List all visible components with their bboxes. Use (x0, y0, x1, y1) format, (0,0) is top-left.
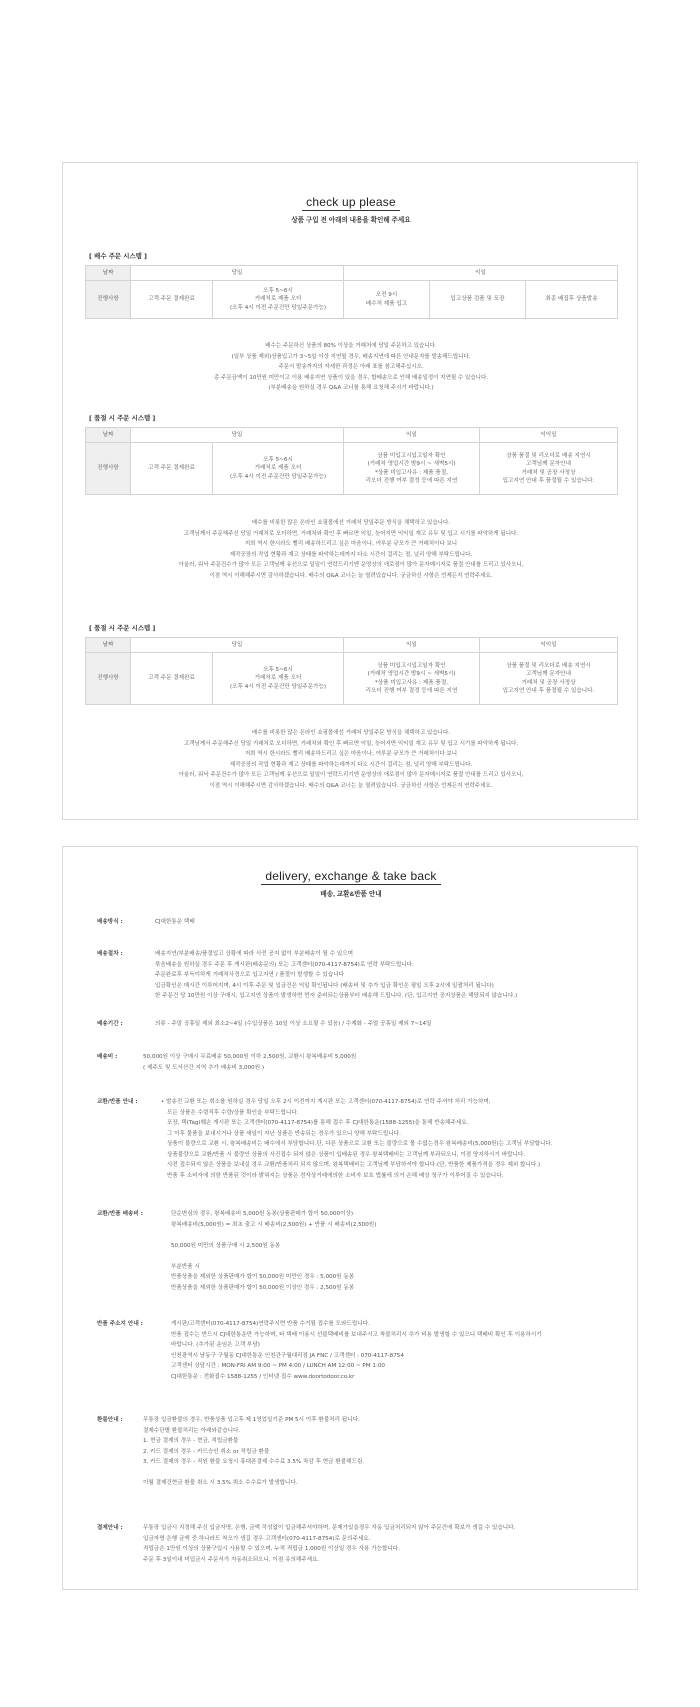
cell-line: 입고지연 안내 후 품절될 수 있습니다. (502, 477, 595, 484)
cell-line: 최종 배집후 상품발송 (545, 296, 598, 303)
note-line: 배수를 비롯한 많은 온라인 쇼핑몰에선 거래처 당일주문 방식을 채택하고 있습니다. (251, 520, 451, 526)
item-line: 3. 카드 결제의 경우 - 직원 환불 요청시 휴대폰결제 수수료 3.5% 차감 후 현금 환불해드림. (143, 1459, 365, 1465)
table-header-cell: 당일 (131, 638, 344, 653)
order-system-table (85, 265, 618, 319)
note-line: 저희 역시 한시라도 빨리 배송하드리고 싶은 마음이나, 여루분 규모가 큰 거래처이다 보니 (244, 751, 458, 757)
table-cell-label: 진행사항 (86, 653, 131, 705)
item-line: 이월 결제건현금 환불 취소 시 3.5% 취소 수수료가 발생합니다. (143, 1480, 298, 1486)
table-cell (131, 443, 213, 495)
cell-line: 입고지연 안내 후 품절될 수 있습니다. (502, 687, 595, 694)
item-line: 1. 현금 결제의 경우 - 현금, 적립금환불 (143, 1438, 239, 1444)
table-cell (131, 653, 213, 705)
item-line: 한 주문건 당 10만원 이상 구매시, 입고지연 상품이 발생하면 먼저 준비되는상품부터 배송해 드립니다. (단, 입고지연 공지상품은 해당되지 않습니다.) (155, 993, 518, 999)
cell-line: 오전 9시 (375, 292, 398, 299)
note-line: 제작공장의 작업 현황과 재고 상태를 파악하는데까지 다소 시간이 걸리는 점, 널리 양해 부탁드립니다. (229, 761, 473, 768)
table-header-cell: 당일 (131, 266, 344, 281)
cell-line: 오후 5~6시 (263, 288, 293, 295)
item-key: 교환/반품 배송비 : (97, 1211, 144, 1217)
refund-guide (97, 1415, 617, 1489)
cell-line: 오후 5~6시 (263, 667, 293, 674)
note-line: 저희 역시 한시라도 빨리 배송하드리고 싶은 마음이나, 여루분 규모가 큰 거래처이다 보니 (244, 541, 458, 547)
return-address-guide (97, 1319, 617, 1382)
cell-line: 고객 주문 결제완료 (148, 296, 195, 303)
cell-line: 리오더 진행 여부 결정 등에 따른 지연 (365, 477, 458, 484)
cell-line: 거래처로 제품 오더 (254, 465, 302, 472)
table-header-cell: 익일 (344, 266, 618, 281)
check-up-panel (62, 162, 638, 820)
cell-line: 고객 주문 결제완료 (148, 465, 195, 472)
item-line: 인천광역시 남동구 구월동 CJ대한통운 인천관구월대리점 JA FNC / 고객센터 : 070-4117-8754 (171, 1352, 404, 1359)
cell-line: 상품 품절 및 리오더로 배송 지연시 (506, 663, 591, 670)
delivery-header (63, 867, 639, 898)
delivery-subtitle: 배송, 교환&반품 안내 (320, 891, 382, 898)
check-up-subtitle: 상품 구입 전 아래의 내용을 확인해 주세요 (291, 217, 411, 224)
item-line: 상품이 불량으로 교환 시, 왕복배송비는 배수에서 부담합니다.단, 다른 상품으로 교환 또는 불량으로 볼 수없는경우 왕복배송비(5,000원)는 고객님 부담합니다. (167, 1141, 553, 1147)
item-key: 배송비 : (97, 1054, 118, 1060)
item-line: 적립금은 1만원 이상의 상품구입시 사용할 수 있으며, 누적 적립금 1,000원 이상일 경우 사용 가능합니다. (143, 1546, 400, 1552)
table-cell-label: 날짜 (86, 638, 131, 653)
item-line: 반품 접수는 반드시 CJ대한통운만 가능하며, 타 택배 이용시 선불택배비를 보내주시고 착불처리시 추가 비용 발생할 수 있으니 택배비 확인 후 이용하시기 (171, 1331, 542, 1338)
table-header-cell: 당일 (131, 428, 344, 443)
item-line: 그 이후 물품을 보내시거나 상품 세일이 지난 상품은 반송되는 경우가 있으니 양해 부탁드립니다. (167, 1130, 401, 1137)
item-line: 왕복배송비(5,000원) = 최초 출고 시 배송비(2,500원) + 반품 시 배송비(2,500원) (171, 1221, 377, 1228)
item-key: 교환/반품 안내 : (97, 1099, 138, 1105)
table-cell (526, 281, 618, 319)
delivery-fee (97, 1052, 617, 1073)
item-line: 반품 후 소비자에 의한 반품된 것이라 밝혀지는 상품은 전자상거래에의한 소비자 보호 법률에 의거 손해 배상 청구가 이루어질 수 있습니다. (167, 1172, 504, 1179)
soldout-system-notes-2 (63, 728, 639, 791)
item-line: 무통장 입금시 지정해 주신 입금자명, 은행, 금액 작성없이 입금해주셔야하며, 문제가있을경우 자동 입금처리되지 않아 주문건에 확보가 생길 수 있습니다. (143, 1525, 516, 1531)
cell-line: 고객님께 문자안내 (525, 461, 571, 468)
item-line: 사전 접수되지 않은 상품을 보내실 경우 교환/반품처리 되지 않으며, 왕복택배비는 고객님께 부담하셔야 합니다.(단, 반품한 제품가격을 경우 제외 합니다.) (167, 1162, 541, 1168)
cell-line: 고객 주문 결제완료 (148, 675, 195, 682)
item-key: 배송기간 : (97, 1021, 123, 1027)
note-line: 주문시 발송까지의 자세한 과정은 아래 표를 참고해주십시오. (278, 364, 424, 370)
item-line: 포장, 택(Tag)훼손 게시판 또는 고객센터(070-4117-8754)를 통해 접수 후 CJ대한통운(1588-1255)을 통해 반송해주세요. (167, 1120, 469, 1126)
item-key: 배송절차 : (97, 951, 123, 957)
section-heading-soldout-system-2: [ 품절 시 주문 시스템 ] (89, 624, 156, 632)
cell-line: 오후 5~6시 (263, 457, 293, 464)
item-line: 50,000원 미만의 상품구매 시 2,500원 동봉 (171, 1242, 281, 1249)
item-line: 배송지연/부분배송/품절입고 상황에 따라 사전 공지 없이 부분배송이 될 수 있으며 (155, 951, 354, 957)
item-line: 무통장 입금환불의 경우, 반품상품 입고후 제 1영업일기준 PM 5시 이후 환불처리 됩니다. (143, 1417, 360, 1423)
item-line: 의류 - 주말 공휴일 제외 최소2~4일 (수입상품은 10일 이상 소요될 수 있음) / 수제화 - 주말 공휴일 제외 7~14일 (155, 1021, 432, 1027)
cell-line: 거래처 및 공장 사정상 (521, 469, 576, 476)
table-cell (430, 281, 526, 319)
note-line: 고객님께서 주문해주신 당일 거래처로 오더하면, 거래처와 확인 후 빠르면 익일, 늦어지면 익익일 재고 유무 및 입고 시기를 파악하게 됩니다. (183, 530, 519, 537)
table-cell-label: 날짜 (86, 428, 131, 443)
cell-line: (거래처 영업시간 밤9시 ~ 새벽5시) (367, 461, 456, 468)
note-line: 고객님께서 주문해주신 당일 거래처로 오더하면, 거래처와 확인 후 빠르면 익일, 늦어지면 익익일 재고 유무 및 입고 시기를 파악하게 됩니다. (183, 740, 519, 747)
item-line: 입금자명 은행 금액 중 하나라도 착오가 생길 경우 고객센터(070-4117-8754)로 문의주세요. (143, 1535, 371, 1542)
table-cell (213, 443, 344, 495)
item-line: • 발송전 교환 또는 취소를 원하실 경우 당일 오후 2시 이전까지 게시판 또는 고객센터(070-4117-8754)로 연락 주셔야 처리 가능하며, (161, 1099, 491, 1105)
note-line: 아울러, 워낙 주문건수가 많아 모든 고객님께 유선으로 일일이 연락드리기엔 운영상의 애로점이 많아 문자메시지로 품절 안내를 드리고 있사오니, (178, 562, 524, 568)
cell-line: 거래처로 제품 오더 (254, 296, 302, 303)
exchange-return-guide (97, 1097, 617, 1181)
item-key: 환불안내 : (97, 1417, 123, 1423)
soldout-system-table-2 (85, 637, 618, 705)
cell-line: 고객님께 문자안내 (525, 671, 571, 678)
table-cell (213, 653, 344, 705)
item-line: 게시판/고객센터(070-4117-8754)연락주시면 반품 수거될 접수를 도와드립니다. (171, 1321, 370, 1327)
cell-line: *상품 미입고사유 : 제품 품절, (374, 679, 448, 686)
item-key: 배송방식 : (97, 919, 123, 925)
note-line: 제작공장의 작업 현황과 재고 상태를 파악하는데까지 다소 시간이 걸리는 점, 널리 양해 부탁드립니다. (229, 551, 473, 558)
table-header-cell: 익익일 (480, 428, 618, 443)
soldout-system-table (85, 427, 618, 495)
item-line: 2. 카드 결제의 경우 - 카드승인 취소 or 적립금 환불 (143, 1448, 270, 1455)
table-cell (213, 281, 344, 319)
item-line: 반품상품을 제외한 상품판매가 합이 50,000원 미만인 경우 : 5,000원 동봉 (171, 1274, 355, 1280)
order-system-notes (63, 341, 639, 394)
payment-guide (97, 1523, 617, 1565)
delivery-panel (62, 846, 638, 1590)
table-cell (344, 281, 430, 319)
exchange-return-fee (97, 1209, 617, 1293)
cell-line: 리오더 진행 여부 결정 등에 따른 지연 (365, 687, 458, 694)
item-line: 입금확인은 매시간 이루어지며, 4시 이후 주문 및 입금건은 익일 확인됩니다 (배송비 및 추가 입금 확인은 평일 오후 2시에 일괄처리 됩니다) (155, 982, 494, 989)
table-cell-label: 진행사항 (86, 443, 131, 495)
table-cell-label: 날짜 (86, 266, 131, 281)
table-header-cell: 익익일 (480, 638, 618, 653)
item-line: ( 제주도 및 도서산간 지역 추가 배송비 3,000원 ) (143, 1064, 265, 1071)
table-cell (344, 653, 480, 705)
cell-line: (오후 4시 이전 주문건만 당일주문가능) (229, 473, 327, 480)
item-line: 단순변심의 경우, 왕복배송비 5,000원 동봉(상품판매가 합이 50,000이상) (171, 1211, 354, 1217)
cell-line: (오후 4시 이전 주문건만 당일주문가능) (229, 304, 327, 311)
table-header-cell: 익일 (344, 638, 480, 653)
note-line: 배수를 비롯한 많은 온라인 쇼핑몰에선 거래처 당일주문 방식을 채택하고 있습니다. (251, 730, 451, 736)
item-line: 바랍니다. (추가된 운임은 고객 부담) (171, 1342, 260, 1348)
soldout-system-notes (63, 518, 639, 581)
item-key: 결제안내 : (97, 1525, 123, 1531)
cell-line: 상품 미입고시입고일자 확인 (377, 663, 446, 670)
item-line: 고객센터 상담시간 : MON-FRI AM 9:00 ~ PM 4:00 / LUNCH AM 12:00 ~ PM 1:00 (171, 1363, 385, 1369)
item-line: 주문완료후 부득이하게 거래처사정으로 입고지연 / 품절이 발생할 수 있습니다 (155, 972, 345, 978)
item-line: CJ대한통운 : 전화접수 1588-1255 / 인터넷 접수 www.doortodoor.co.kr (171, 1373, 355, 1380)
table-cell-label: 진행사항 (86, 281, 131, 319)
cell-line: 입고상품 검품 및 포장 (450, 296, 505, 303)
delivery-title: delivery, exchange & take back (261, 869, 440, 885)
note-line: 아울러, 워낙 주문건수가 많아 모든 고객님께 유선으로 일일이 연락드리기엔 운영상의 애로점이 많아 문자메시지로 품절 안내를 드리고 있사오니, (178, 772, 524, 778)
cell-line: 상품 미입고시입고일자 확인 (377, 453, 446, 460)
section-heading-order-system: [ 배수 주문 시스템 ] (89, 252, 147, 260)
cell-line: *상품 미입고사유 : 제품 품절, (374, 469, 448, 476)
item-line: 부분반품 시 (171, 1263, 200, 1270)
item-line: 묶음배송을 원하실 경우 주문 후 게시판(배송문의) 또는 고객센터(070-4117-8754)로 연락 부탁드립니다. (155, 961, 414, 968)
cell-line: (거래처 영업시간 밤9시 ~ 새벽5시) (367, 671, 456, 678)
item-line: 상품불량으로 교환/반품 시 불량인 상품의 사진접수 되지 않은 상품이 입배송된 경우 왕복택배비는 고객님께 부과되오니, 이점 양지하시기 바랍니다. (167, 1151, 526, 1158)
note-line: (일부 상품 제외)상품입고가 3~5일 이상 지연될 경우, 배송지연에 따른 안내문자를 발송해드립니다. (231, 353, 471, 360)
item-line: 반품상품을 제외한 상품판매가 합이 50,000원 이상인 경우 : 2,500원 동봉 (171, 1284, 355, 1291)
cell-line: 배수처 제품 입고 (365, 300, 408, 307)
cell-line: 거래처 및 공장 사정상 (521, 679, 576, 686)
cell-line: (오후 4시 이전 주문건만 당일주문가능) (229, 683, 327, 690)
check-up-title: check up please (302, 195, 400, 211)
item-line: 결제수단별 환불처리는 아래와같습니다. (143, 1427, 241, 1434)
note-line: (부분배송을 원하실 경우 Q&A 코너를 통해 요청해 주시기 바랍니다.) (268, 385, 434, 391)
item-line: 모든 상품은 수령직후 수량/상품 확인을 부탁드립니다. (167, 1109, 299, 1116)
note-line: 배수는 주문하신 상품의 80% 이상을 거래처에 당일 주문하고 있습니다. (265, 343, 437, 349)
cell-line: 거래처로 제품 오더 (254, 675, 302, 682)
table-cell (480, 443, 618, 495)
check-up-header (63, 193, 639, 224)
table-cell (344, 443, 480, 495)
item-key: 반품 주소지 안내 : (97, 1321, 143, 1327)
table-header-cell: 익일 (344, 428, 480, 443)
note-line: 이점 역시 이해해주시면 감사하겠습니다. 배수의 Q&A 코너는 늘 열려있습니다. 궁금하신 사항은 언제든지 연락주세요. (209, 572, 493, 579)
item-line: 주문 후 3일이내 미입금시 주문서가 자동취소되오니, 이점 유의해주세요. (143, 1556, 320, 1563)
table-cell (131, 281, 213, 319)
delivery-period (97, 1019, 617, 1030)
delivery-procedure (97, 949, 617, 1002)
table-cell (480, 653, 618, 705)
note-line: 이점 역시 이해해주시면 감사하겠습니다. 배수의 Q&A 코너는 늘 열려있습니다. 궁금하신 사항은 언제든지 연락주세요. (209, 782, 493, 789)
delivery-method (97, 917, 617, 928)
item-line: CJ대한통운 택배 (155, 919, 195, 925)
cell-line: 상품 품절 및 리오더로 배송 지연시 (506, 453, 591, 460)
item-line: 50,000원 이상 구매시 무료배송 50,000원 이하 2,500원, 교환시 왕복배송비 5,000원 (143, 1054, 357, 1060)
note-line: 총 주문금액이 10만원 미만이고 이용 배송지연 상품이 있을 경우, 합배송으로 인해 배송일정이 지연될 수 있습니다. (213, 374, 489, 381)
section-heading-soldout-system: [ 품절 시 주문 시스템 ] (89, 414, 156, 422)
